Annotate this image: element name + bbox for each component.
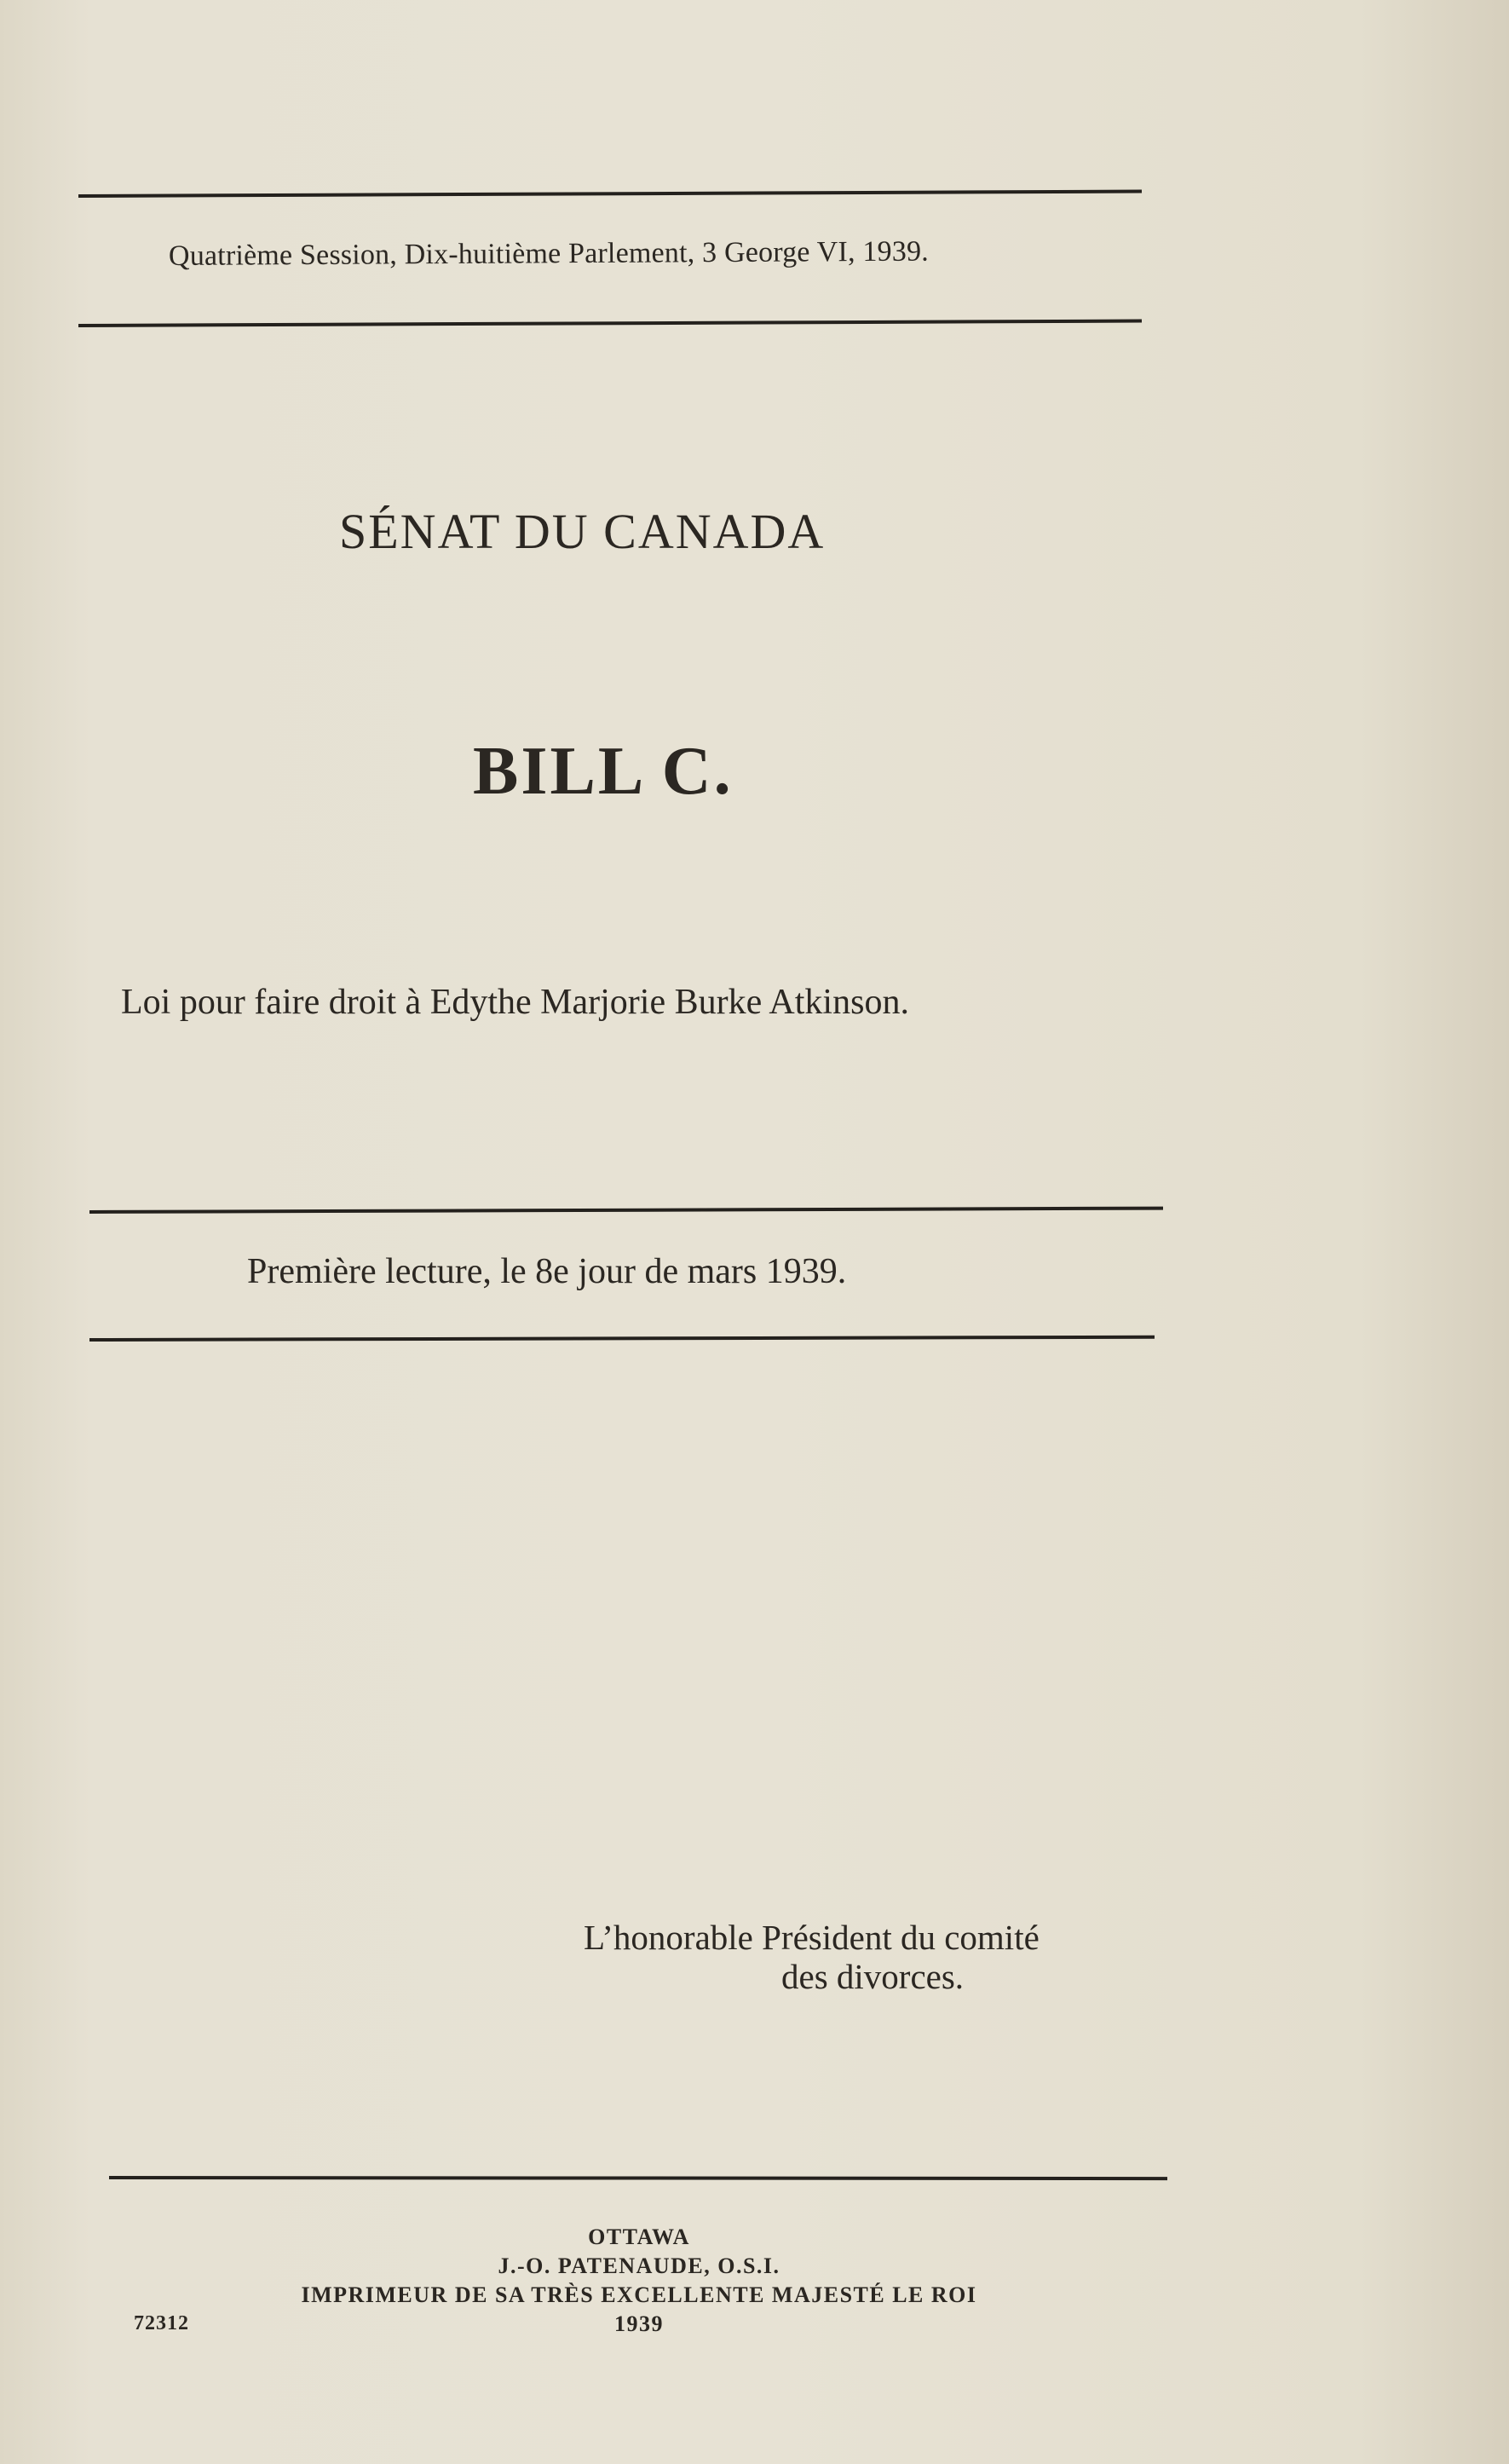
imprint-block (111, 2223, 1167, 2339)
sponsor-line-2: des divorces. (781, 1957, 965, 1996)
imprint-rule (109, 2176, 1167, 2180)
senate-title: SÉNAT DU CANADA (339, 504, 826, 559)
top-rule (78, 190, 1142, 198)
sponsor-line-1: L’honorable Président du comité (584, 1918, 1040, 1957)
reading-top-rule (89, 1207, 1163, 1214)
first-reading-line: Première lecture, le 8e jour de mars 1939. (247, 1252, 847, 1291)
header-bottom-rule (78, 320, 1142, 327)
reading-bottom-rule (89, 1336, 1155, 1342)
sponsor-block (584, 1918, 1197, 1996)
print-number: 72312 (134, 2312, 189, 2334)
bill-title: BILL C. (473, 734, 734, 809)
imprint-year: 1939 (614, 2311, 664, 2336)
imprint-city: OTTAWA (588, 2225, 690, 2249)
imprint-printer: J.-O. PATENAUDE, O.S.I. (498, 2253, 780, 2278)
bill-subtitle: Loi pour faire droit à Edythe Marjorie Burke Atkinson. (121, 983, 909, 1022)
imprint-role: IMPRIMEUR DE SA TRÈS EXCELLENTE MAJESTÉ LE ROI (301, 2282, 977, 2307)
session-line: Quatrième Session, Dix-huitième Parlement, 3 George VI, 1939. (168, 235, 930, 272)
